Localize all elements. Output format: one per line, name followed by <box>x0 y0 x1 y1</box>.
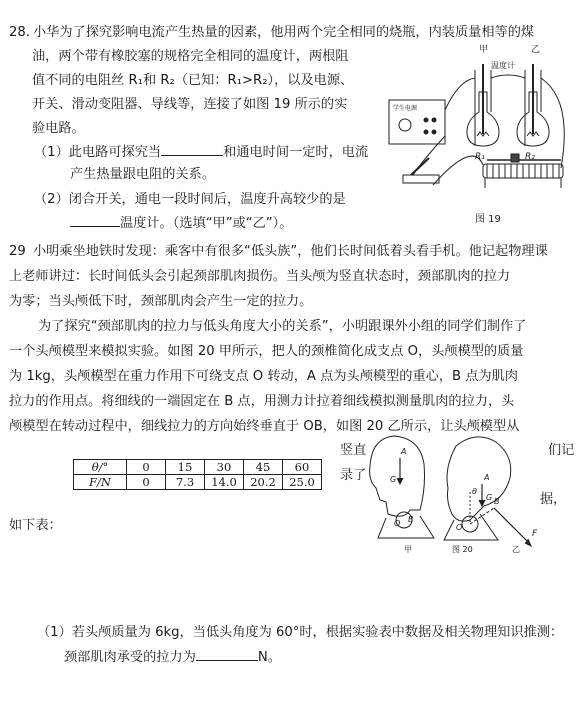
q29-sub1-text-b: 颈部肌肉承受的拉力为 <box>64 650 196 665</box>
angle-force-table <box>73 459 322 490</box>
q28-sub1-blank[interactable] <box>161 143 223 156</box>
q29-line-6: 为 1kg，头颅模型在重力作用下可绕支点 O 转动，A 点为头颅模型的重心，B 点为肌肉 <box>9 369 518 384</box>
table-cell: 60 <box>283 460 322 475</box>
table-header-theta: θ/° <box>74 460 127 475</box>
fig20-point-a2: A <box>484 473 490 482</box>
table-cell: 20.2 <box>244 475 283 490</box>
table-cell: 25.0 <box>283 475 322 490</box>
table-row <box>74 460 322 475</box>
q28-sub1-text-b: 和通电时间一定时，电流 <box>223 145 369 160</box>
q28-line-1: 小华为了探究影响电流产生热量的因素，他用两个完全相同的烧瓶，内装质量相等的煤 <box>33 25 535 40</box>
q28-line-4: 开关、滑动变阻器、导线等，连接了如图 19 所示的实 <box>32 97 348 112</box>
fig20-gravity-g: G <box>390 475 397 484</box>
q28-sub2-text-b: 温度计。（选填“甲”或“乙”）。 <box>120 216 293 231</box>
table-cell: 14.0 <box>205 475 244 490</box>
table-cell: 45 <box>244 460 283 475</box>
q29-frag-ju: 据， <box>540 492 567 507</box>
q28-line-2: 油，两个带有橡胶塞的规格完全相同的温度计，两根阻 <box>32 49 349 64</box>
table-cell: 0 <box>127 475 166 490</box>
q29-sub1-text-c: N。 <box>257 650 281 665</box>
fig20-gravity-g2: G <box>486 493 493 502</box>
q29-line-5: 一个头颅模型来模拟实验。如图 20 甲所示，把人的颈椎简化成支点 O，头颅模型的质量 <box>9 344 524 359</box>
fig20-point-o2: O <box>456 523 463 532</box>
table-header-force: F/N <box>74 475 127 490</box>
q29-line-7: 拉力的作用点。将细线的一端固定在 B 点，用测力计拉着细线模拟测量肌肉的拉力，头 <box>9 394 515 409</box>
q29-line-3: 为零；当头颅低下时，颈部肌肉会产生一定的拉力。 <box>9 294 313 309</box>
fig20-point-a: A <box>401 447 407 456</box>
fig19-label-jia: 甲 <box>479 45 489 55</box>
table-cell: 30 <box>205 460 244 475</box>
figure-20 <box>364 428 544 558</box>
fig20-point-b: B <box>408 515 414 524</box>
fig20-label-yi: 乙 <box>512 545 520 554</box>
fig19-power-label: 学生电源 <box>393 105 418 112</box>
fig19-r1-label: R₁ <box>475 152 485 162</box>
q29-sub1: （1）若头颅质量为 6kg，当低头角度为 60°时，根据实验表中数据及相关物理知识推测： <box>37 625 564 640</box>
fig19-thermo-label: 温度计 <box>491 61 515 70</box>
fig20-label-jia: 甲 <box>404 545 412 554</box>
q29-line-4: 为了探究“颈部肌肉的拉力与低头角度大小的关系”，小明跟课外小组的同学们制作了 <box>38 319 527 334</box>
table-cell: 7.3 <box>166 475 205 490</box>
fig20-point-b2: B <box>494 497 500 506</box>
q28-line-5: 验电路。 <box>32 121 85 136</box>
q28-sub1-cont: 产生热量跟电阻的关系。 <box>70 167 216 182</box>
q29-sub1-cont <box>64 648 281 667</box>
q28-sub2-blank[interactable] <box>70 214 120 227</box>
table-row <box>74 475 322 490</box>
q29-frag-rubiao: 如下表： <box>9 518 62 533</box>
table-cell: 15 <box>166 460 205 475</box>
q28-sub1 <box>34 143 368 162</box>
q29-line-2: 上老师讲过：长时间低头会引起颈部肌肉损伤。当头颅为竖直状态时，颈部肌肉的拉力 <box>9 269 511 284</box>
q29-line-1: 小明乘坐地铁时发现：乘客中有很多“低头族”，他们长时间低着头看手机。他记起物理课 <box>33 244 548 259</box>
head-upright-shape <box>370 436 425 516</box>
q29-frag-lu-le: 录了 <box>340 468 367 483</box>
fig19-label-yi: 乙 <box>531 45 541 55</box>
q28-sub2-cont <box>70 214 292 233</box>
table-cell: 0 <box>127 460 166 475</box>
q28-line-3: 值不同的电阻丝 R₁和 R₂（已知：R₁>R₂），以及电源、 <box>32 73 354 88</box>
figure-19 <box>383 40 579 230</box>
q28-sub1-text-a: （1）此电路可探究当 <box>34 145 162 160</box>
fig19-r2-label: R₂ <box>525 152 535 162</box>
meter-dial-icon <box>399 119 411 131</box>
q29-line-8: 颅模型在转动过程中，细线拉力的方向始终垂直于 OB，如图 20 乙所示，让头颅模型从 <box>9 419 520 434</box>
fig20-force-f: F <box>532 529 538 539</box>
fig19-caption: 图 19 <box>475 214 501 225</box>
fig20-caption: 图 20 <box>452 545 473 554</box>
q29-frag-men-ji: 们记 <box>548 443 575 458</box>
fig20-point-o: O <box>394 519 401 528</box>
neck-base-tilted <box>444 514 498 540</box>
q28-number: 28. <box>9 25 30 40</box>
head-tilted-shape <box>447 437 511 521</box>
q29-frag-shuzhi: 竖直 <box>340 443 367 458</box>
q29-number: 29 <box>9 244 26 259</box>
q29-sub1-blank[interactable] <box>196 648 258 661</box>
neck-base-upright <box>378 516 434 538</box>
fig20-angle-theta: θ <box>472 487 477 496</box>
q28-sub2: （2）闭合开关，通电一段时间后，温度升高较少的是 <box>34 192 346 207</box>
